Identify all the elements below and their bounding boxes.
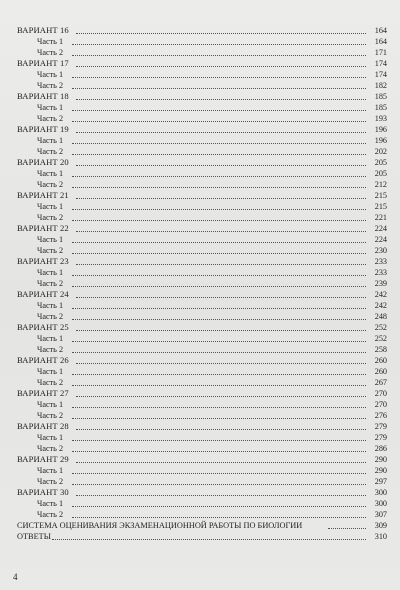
dot-leader — [72, 517, 366, 518]
toc-entry-label: Часть 2 — [37, 180, 64, 189]
toc-grading-row — [0, 520, 400, 531]
toc-page-number: 300 — [374, 488, 387, 497]
toc-variant-row — [0, 388, 400, 399]
toc-page-number: 233 — [374, 268, 387, 277]
toc-part-row — [0, 300, 400, 311]
toc-part-row — [0, 146, 400, 157]
toc-page-number: 196 — [374, 136, 387, 145]
toc-part-row — [0, 168, 400, 179]
toc-part-row — [0, 267, 400, 278]
dot-leader — [72, 187, 366, 188]
toc-variant-row — [0, 322, 400, 333]
toc-entry-label: Часть 2 — [37, 444, 64, 453]
toc-page-number: 224 — [374, 235, 387, 244]
toc-part-row — [0, 432, 400, 443]
dot-leader — [72, 440, 366, 441]
toc-part-row — [0, 69, 400, 80]
toc-page-number: 164 — [374, 26, 387, 35]
toc-page-number: 233 — [374, 257, 387, 266]
toc-variant-row — [0, 289, 400, 300]
toc-part-row — [0, 212, 400, 223]
toc-entry-label: ВАРИАНТ 22 — [17, 223, 69, 233]
toc-entry-label: Часть 1 — [37, 367, 64, 376]
toc-page-number: 242 — [374, 301, 387, 310]
toc-entry-label: ВАРИАНТ 16 — [17, 25, 69, 35]
toc-part-row — [0, 135, 400, 146]
toc-page-number: 164 — [374, 37, 387, 46]
toc-entry-label: Часть 2 — [37, 279, 64, 288]
dot-leader — [72, 484, 366, 485]
toc-page-number: 196 — [374, 125, 387, 134]
toc-page-number: 212 — [374, 180, 387, 189]
toc-page-number: 307 — [374, 510, 387, 519]
dot-leader — [72, 209, 366, 210]
toc-entry-label: СИСТЕМА ОЦЕНИВАНИЯ ЭКЗАМЕНАЦИОННОЙ РАБОТЫ ПО БИОЛОГИИ — [17, 521, 303, 530]
toc-part-row — [0, 80, 400, 91]
toc-page-number: 290 — [374, 466, 387, 475]
toc-variant-row — [0, 223, 400, 234]
toc-page-number: 309 — [374, 521, 387, 530]
toc-part-row — [0, 278, 400, 289]
toc-part-row — [0, 311, 400, 322]
dot-leader — [72, 352, 366, 353]
dot-leader — [72, 473, 366, 474]
toc-entry-label: ВАРИАНТ 27 — [17, 388, 69, 398]
dot-leader — [72, 220, 366, 221]
dot-leader — [72, 88, 366, 89]
toc-variant-row — [0, 190, 400, 201]
toc-entry-label: Часть 2 — [37, 477, 64, 486]
toc-page-number: 215 — [374, 191, 387, 200]
dot-leader — [76, 33, 366, 34]
toc-page-number: 215 — [374, 202, 387, 211]
toc-entry-label: Часть 1 — [37, 433, 64, 442]
table-of-contents — [0, 25, 400, 542]
dot-leader — [76, 396, 366, 397]
toc-entry-label: ВАРИАНТ 25 — [17, 322, 69, 332]
toc-entry-label: Часть 1 — [37, 37, 64, 46]
toc-variant-row — [0, 25, 400, 36]
toc-variant-row — [0, 355, 400, 366]
dot-leader — [76, 297, 366, 298]
toc-page-number: 252 — [374, 323, 387, 332]
toc-answers-row — [0, 531, 400, 542]
toc-variant-row — [0, 124, 400, 135]
toc-page-number: 260 — [374, 356, 387, 365]
toc-page-number: 258 — [374, 345, 387, 354]
toc-page-number: 242 — [374, 290, 387, 299]
dot-leader — [72, 374, 366, 375]
toc-part-row — [0, 476, 400, 487]
toc-part-row — [0, 509, 400, 520]
toc-part-row — [0, 465, 400, 476]
toc-entry-label: Часть 1 — [37, 499, 64, 508]
toc-entry-label: Часть 2 — [37, 246, 64, 255]
dot-leader — [72, 154, 366, 155]
toc-page-number: 205 — [374, 158, 387, 167]
toc-page-number: 202 — [374, 147, 387, 156]
page-number: 4 — [13, 572, 18, 582]
toc-part-row — [0, 47, 400, 58]
toc-part-row — [0, 234, 400, 245]
toc-entry-label: ВАРИАНТ 17 — [17, 58, 69, 68]
toc-part-row — [0, 344, 400, 355]
toc-entry-label: Часть 2 — [37, 378, 64, 387]
toc-part-row — [0, 201, 400, 212]
toc-page-number: 286 — [374, 444, 387, 453]
dot-leader — [76, 495, 366, 496]
toc-page-number: 193 — [374, 114, 387, 123]
toc-entry-label: ВАРИАНТ 29 — [17, 454, 69, 464]
toc-part-row — [0, 179, 400, 190]
toc-part-row — [0, 399, 400, 410]
toc-part-row — [0, 498, 400, 509]
toc-page-number: 279 — [374, 433, 387, 442]
dot-leader — [72, 319, 366, 320]
toc-entry-label: ВАРИАНТ 28 — [17, 421, 69, 431]
toc-entry-label: ВАРИАНТ 18 — [17, 91, 69, 101]
toc-entry-label: ОТВЕТЫ — [17, 532, 51, 541]
toc-variant-row — [0, 157, 400, 168]
dot-leader — [72, 242, 366, 243]
toc-page-number: 224 — [374, 224, 387, 233]
toc-entry-label: Часть 2 — [37, 510, 64, 519]
toc-page-number: 270 — [374, 389, 387, 398]
dot-leader — [52, 539, 366, 540]
toc-entry-label: Часть 1 — [37, 235, 64, 244]
toc-entry-label: ВАРИАНТ 26 — [17, 355, 69, 365]
toc-page-number: 276 — [374, 411, 387, 420]
toc-page-number: 185 — [374, 103, 387, 112]
toc-part-row — [0, 410, 400, 421]
toc-entry-label: Часть 1 — [37, 268, 64, 277]
toc-entry-label: Часть 2 — [37, 48, 64, 57]
dot-leader — [76, 132, 366, 133]
toc-entry-label: Часть 1 — [37, 301, 64, 310]
toc-entry-label: Часть 2 — [37, 312, 64, 321]
toc-page-number: 260 — [374, 367, 387, 376]
toc-entry-label: Часть 2 — [37, 114, 64, 123]
toc-page-number: 171 — [374, 48, 387, 57]
toc-page-number: 297 — [374, 477, 387, 486]
toc-part-row — [0, 366, 400, 377]
dot-leader — [76, 462, 366, 463]
dot-leader — [72, 385, 366, 386]
toc-page-number: 230 — [374, 246, 387, 255]
dot-leader — [72, 506, 366, 507]
toc-entry-label: Часть 1 — [37, 70, 64, 79]
toc-entry-label: ВАРИАНТ 19 — [17, 124, 69, 134]
toc-page-number: 174 — [374, 70, 387, 79]
dot-leader — [76, 231, 366, 232]
dot-leader — [72, 44, 366, 45]
toc-variant-row — [0, 256, 400, 267]
toc-page-number: 182 — [374, 81, 387, 90]
dot-leader — [72, 308, 366, 309]
dot-leader — [72, 55, 366, 56]
dot-leader — [72, 286, 366, 287]
toc-entry-label: Часть 1 — [37, 400, 64, 409]
toc-entry-label: ВАРИАНТ 23 — [17, 256, 69, 266]
toc-page-number: 205 — [374, 169, 387, 178]
toc-variant-row — [0, 421, 400, 432]
toc-page-number: 239 — [374, 279, 387, 288]
dot-leader — [72, 341, 366, 342]
dot-leader — [72, 418, 366, 419]
toc-page-number: 248 — [374, 312, 387, 321]
toc-page-number: 279 — [374, 422, 387, 431]
toc-entry-label: ВАРИАНТ 20 — [17, 157, 69, 167]
toc-page-number: 174 — [374, 59, 387, 68]
toc-entry-label: Часть 1 — [37, 466, 64, 475]
dot-leader — [72, 275, 366, 276]
toc-variant-row — [0, 91, 400, 102]
toc-entry-label: Часть 1 — [37, 169, 64, 178]
dot-leader — [72, 77, 366, 78]
dot-leader — [72, 143, 366, 144]
toc-variant-row — [0, 58, 400, 69]
toc-entry-label: Часть 2 — [37, 411, 64, 420]
dot-leader — [72, 253, 366, 254]
dot-leader — [76, 66, 366, 67]
toc-entry-label: Часть 2 — [37, 147, 64, 156]
toc-part-row — [0, 333, 400, 344]
dot-leader — [72, 451, 366, 452]
toc-entry-label: Часть 2 — [37, 213, 64, 222]
toc-page-number: 310 — [374, 532, 387, 541]
toc-entry-label: Часть 2 — [37, 81, 64, 90]
toc-entry-label: ВАРИАНТ 21 — [17, 190, 69, 200]
toc-part-row — [0, 443, 400, 454]
dot-leader — [72, 407, 366, 408]
toc-part-row — [0, 113, 400, 124]
dot-leader — [76, 363, 366, 364]
toc-page-number: 300 — [374, 499, 387, 508]
toc-page-number: 221 — [374, 213, 387, 222]
toc-entry-label: Часть 1 — [37, 103, 64, 112]
toc-page-number: 252 — [374, 334, 387, 343]
toc-page-number: 290 — [374, 455, 387, 464]
dot-leader — [76, 264, 366, 265]
toc-page-number: 185 — [374, 92, 387, 101]
dot-leader — [72, 121, 366, 122]
toc-variant-row — [0, 487, 400, 498]
toc-part-row — [0, 102, 400, 113]
dot-leader — [72, 110, 366, 111]
dot-leader — [76, 198, 366, 199]
toc-entry-label: Часть 2 — [37, 345, 64, 354]
dot-leader — [76, 429, 366, 430]
toc-entry-label: ВАРИАНТ 24 — [17, 289, 69, 299]
toc-page-number: 267 — [374, 378, 387, 387]
toc-entry-label: Часть 1 — [37, 202, 64, 211]
dot-leader — [76, 330, 366, 331]
toc-entry-label: ВАРИАНТ 30 — [17, 487, 69, 497]
dot-leader — [76, 99, 366, 100]
toc-entry-label: Часть 1 — [37, 136, 64, 145]
dot-leader — [72, 176, 366, 177]
toc-entry-label: Часть 1 — [37, 334, 64, 343]
toc-part-row — [0, 377, 400, 388]
toc-page-number: 270 — [374, 400, 387, 409]
toc-part-row — [0, 245, 400, 256]
toc-part-row — [0, 36, 400, 47]
dot-leader — [328, 528, 366, 529]
dot-leader — [76, 165, 366, 166]
toc-variant-row — [0, 454, 400, 465]
